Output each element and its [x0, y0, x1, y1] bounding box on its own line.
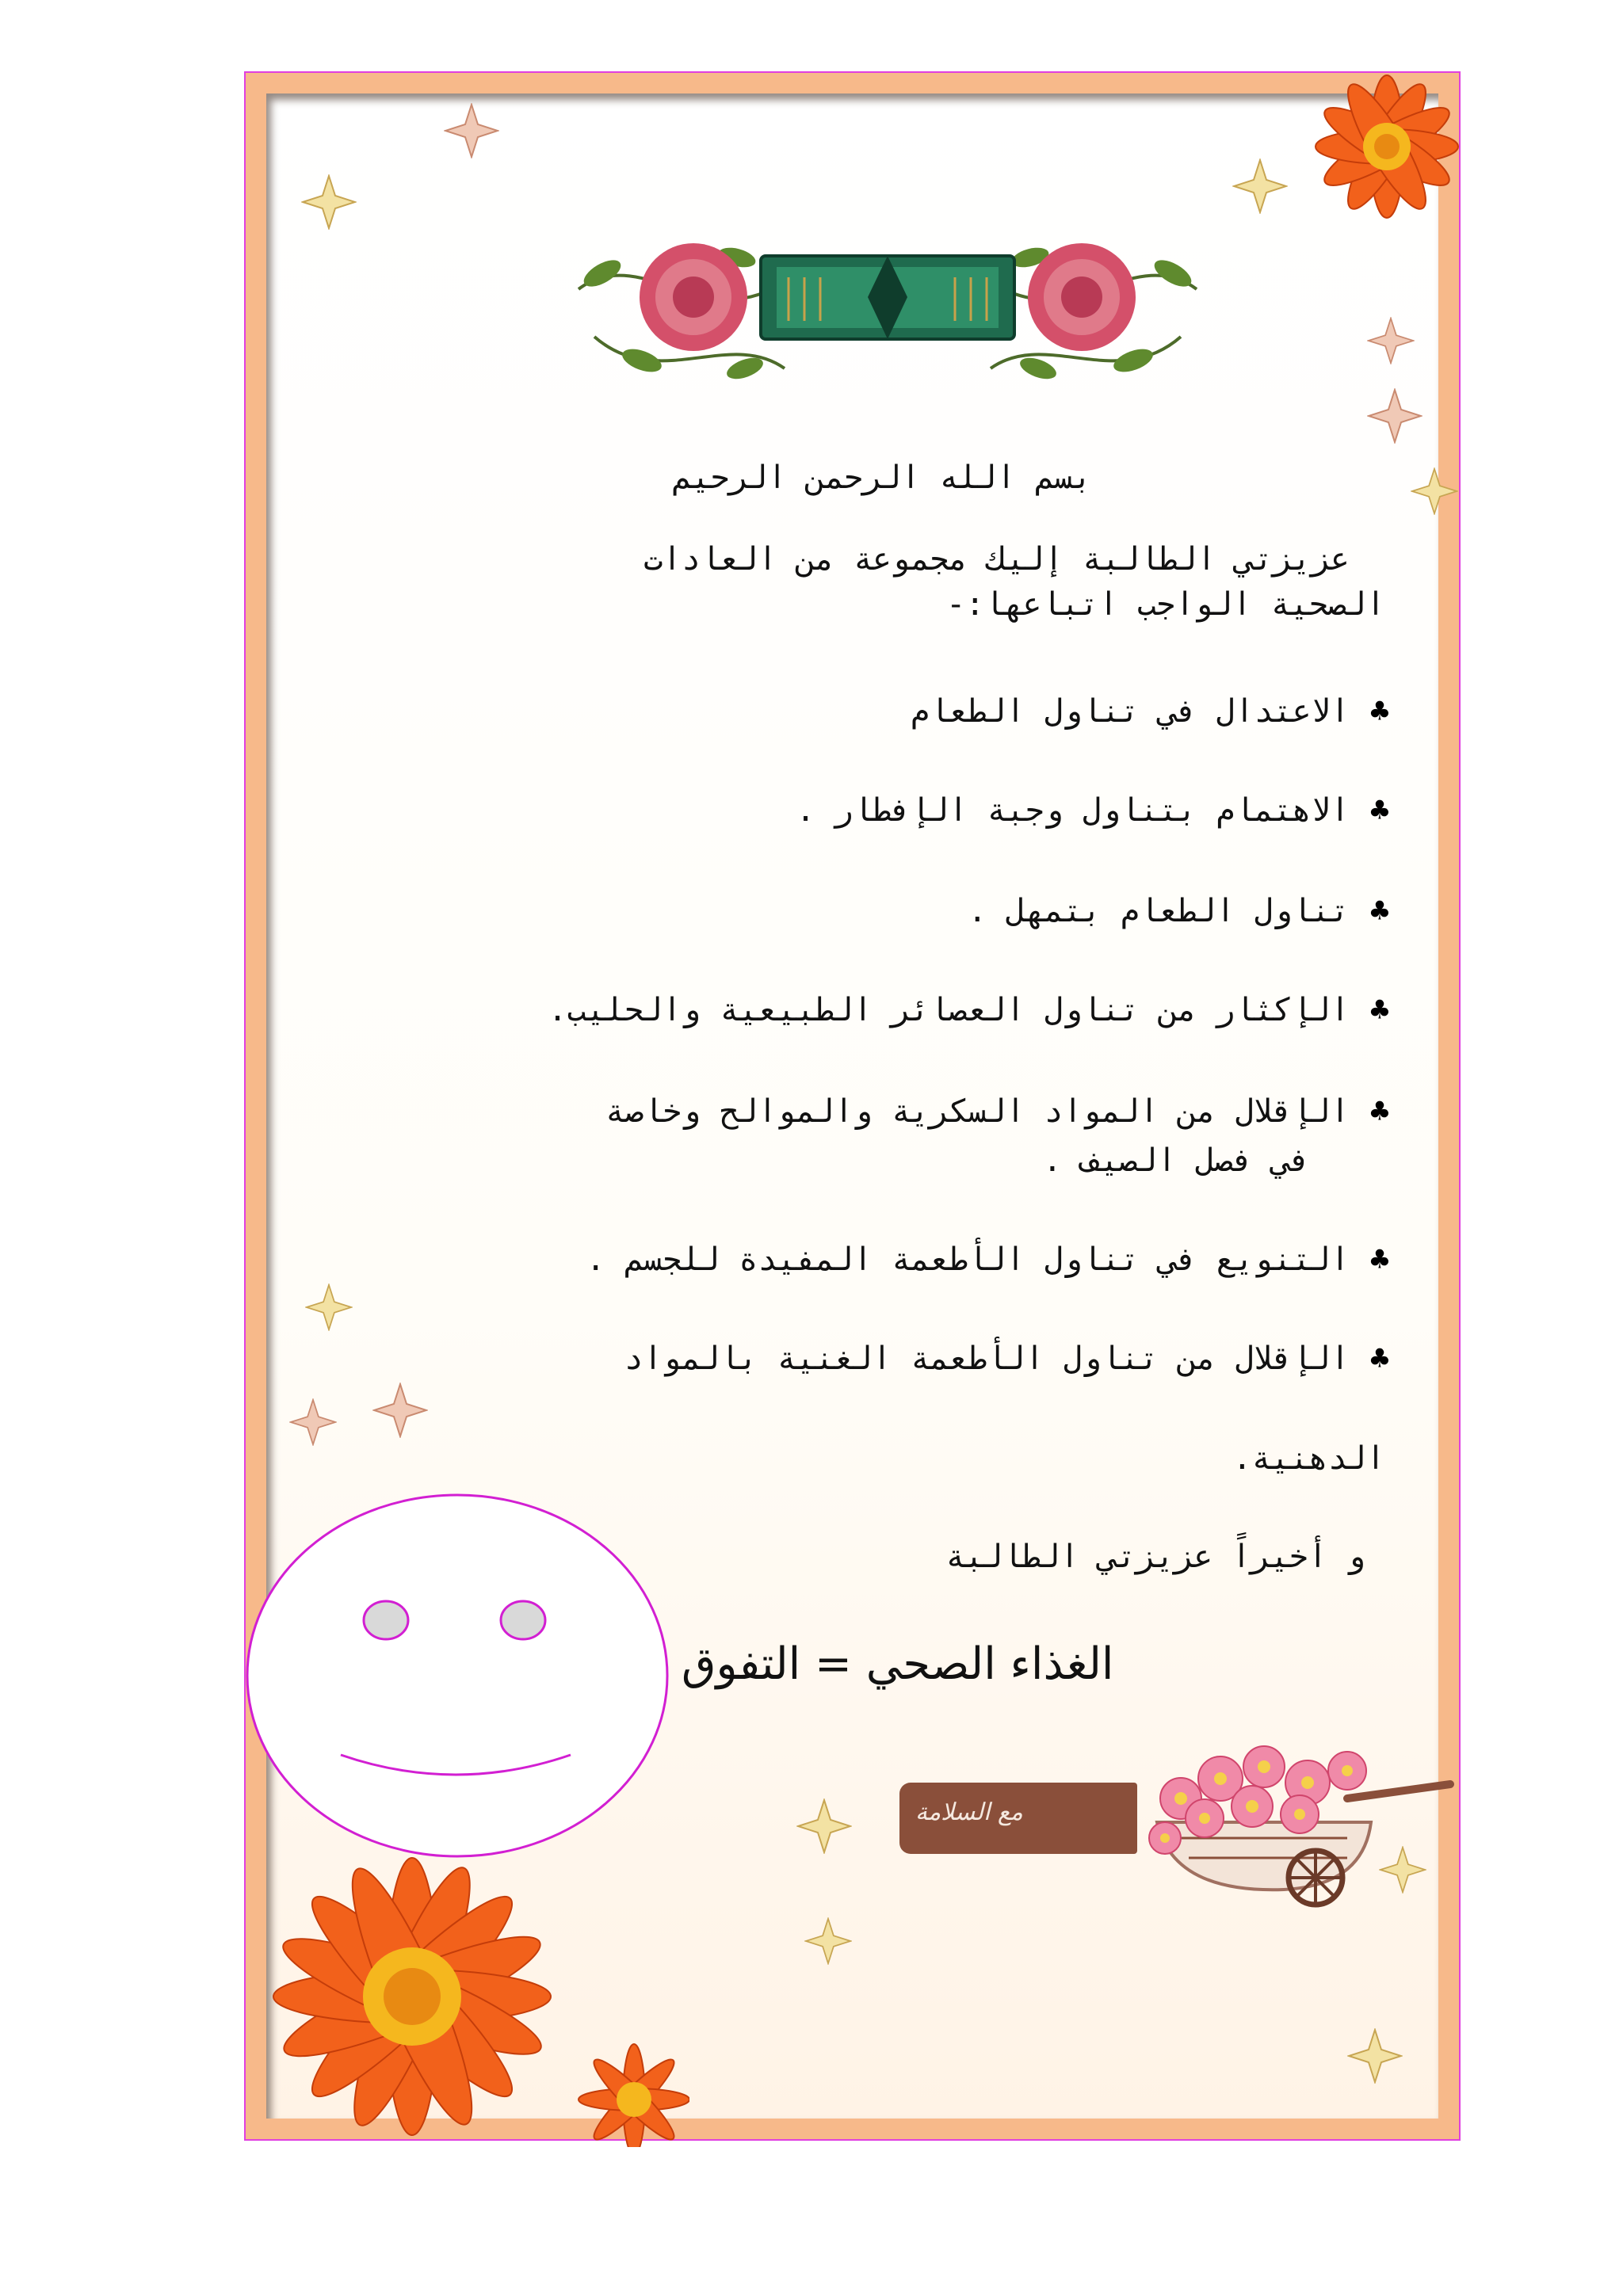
smiley-face-icon: [242, 1489, 674, 1862]
list-item: [586, 1241, 1397, 1278]
rose-banner-icon: [547, 210, 1228, 408]
slogan-heading: الغذاء الصحي = التفوق: [682, 1638, 1114, 1690]
intro-line-1: عزيزتي الطالبة إليك مجموعة من العادات: [643, 541, 1350, 578]
club-bullet-icon: ♣: [1369, 1341, 1397, 1377]
list-item-text: الإقلال من تناول الأطعمة الغنية بالمواد: [624, 1341, 1350, 1377]
club-bullet-icon: ♣: [1369, 1241, 1397, 1278]
list-item: [548, 992, 1397, 1028]
star-sparkle-icon: [301, 174, 357, 230]
club-bullet-icon: ♣: [1369, 1093, 1397, 1130]
flower-cart-icon: [1109, 1735, 1458, 1909]
star-sparkle-icon: [796, 1798, 852, 1854]
list-item: [796, 792, 1397, 829]
farewell-card: [899, 1783, 1137, 1854]
club-bullet-icon: ♣: [1369, 893, 1397, 929]
orange-flower-top-icon: [1268, 71, 1466, 261]
intro-line-2: الصحية الواجب اتباعها:-: [946, 586, 1385, 623]
list-item: [624, 1341, 1397, 1377]
star-sparkle-icon: [289, 1398, 337, 1446]
star-sparkle-icon: [1232, 158, 1288, 214]
list-item: [911, 693, 1397, 730]
list-item-continuation: في فصل الصيف .: [1042, 1142, 1310, 1179]
list-item-text: الاعتدال في تناول الطعام: [911, 693, 1350, 730]
club-bullet-icon: ♣: [1369, 992, 1397, 1028]
list-item-text: تناول الطعام بتمهل .: [968, 893, 1350, 929]
star-sparkle-icon: [1347, 2028, 1403, 2084]
farewell-card-text: مع السلامة: [915, 1798, 1023, 1826]
star-sparkle-icon: [804, 1917, 852, 1965]
basmala-heading: بسم الله الرحمن الرحيم: [672, 460, 1092, 496]
list-item: [605, 1093, 1397, 1130]
club-bullet-icon: ♣: [1369, 792, 1397, 829]
star-sparkle-icon: [1367, 388, 1423, 444]
club-bullet-icon: ♣: [1369, 693, 1397, 730]
star-sparkle-icon: [1367, 317, 1415, 364]
list-item-text: الاهتمام بتناول وجبة الإفطار .: [796, 792, 1350, 829]
list-item-continuation: الدهنية.: [1232, 1440, 1385, 1477]
list-item-text: التنويع في تناول الأطعمة المفيدة للجسم .: [586, 1241, 1350, 1278]
closing-intro: و أخيراً عزيزتي الطالبة: [945, 1539, 1365, 1575]
list-item: [968, 893, 1397, 929]
star-sparkle-icon: [372, 1383, 428, 1438]
list-item-text: الإكثار من تناول العصائر الطبيعية والحليب.: [548, 992, 1350, 1028]
list-item-text: الإقلال من المواد السكرية والموالح وخاصة: [605, 1093, 1350, 1130]
star-sparkle-icon: [1411, 467, 1458, 515]
star-sparkle-icon: [305, 1283, 353, 1331]
star-sparkle-icon: [444, 103, 499, 158]
